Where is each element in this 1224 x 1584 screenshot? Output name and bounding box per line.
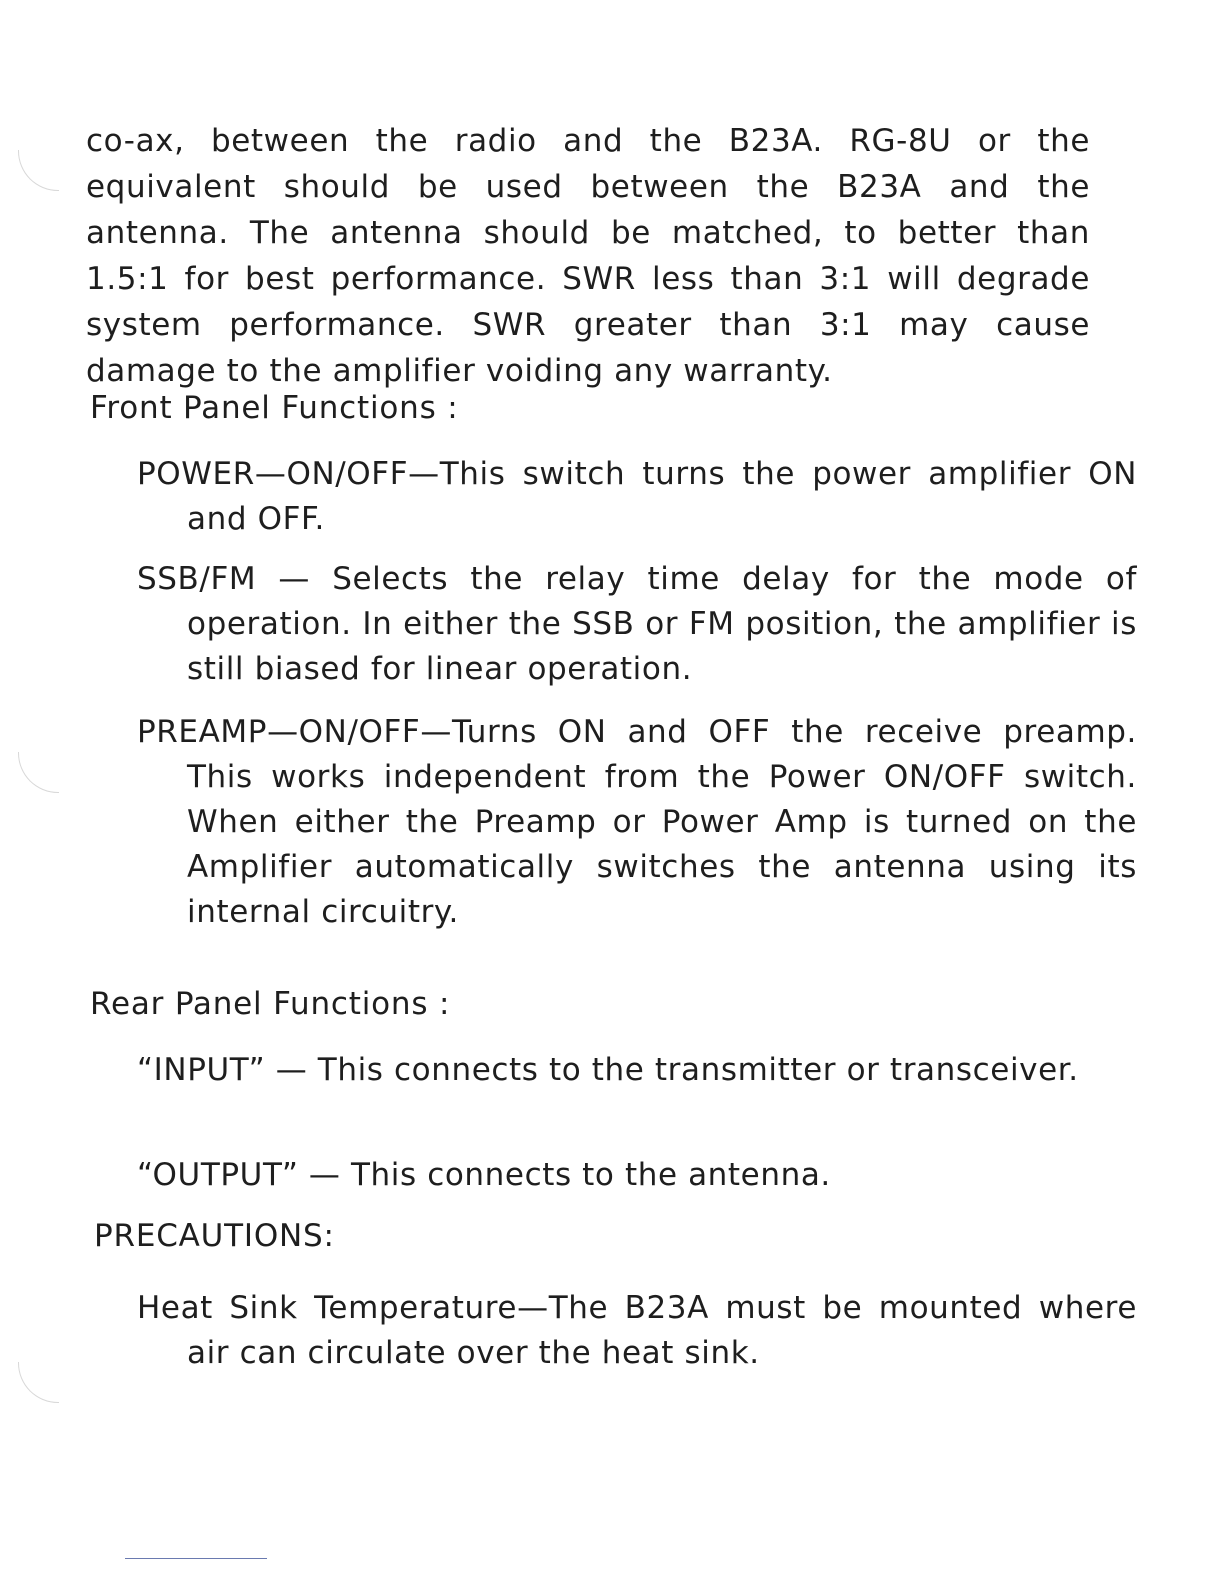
bottom-rule: [125, 1558, 267, 1559]
rear-panel-item-output: “OUTPUT” — This connects to the antenna.: [137, 1157, 831, 1193]
front-panel-heading: Front Panel Functions :: [90, 390, 459, 426]
intro-paragraph: co-ax, between the radio and the B23A. RG-8U or the equivalent should be used between the B23A and the antenna. The antenna should be matched, to better than 1.5:1 for best performance. SWR less than 3:1 will degrade system performance. SWR greater than 3:1 may cause damage to the amplifier voiding any warranty.: [86, 123, 1090, 389]
precautions-item-heat-sink: Heat Sink Temperature—The B23A must be mounted where air can circulate over the heat sink.: [137, 1290, 1137, 1371]
front-panel-item-power: POWER—ON/OFF—This switch turns the power amplifier ON and OFF.: [137, 456, 1137, 537]
punch-hole-mark: [18, 1362, 59, 1403]
rear-panel-item-input: “INPUT” — This connects to the transmitter or transceiver.: [137, 1052, 1079, 1088]
rear-panel-heading: Rear Panel Functions :: [90, 986, 451, 1022]
precautions-heading: PRECAUTIONS:: [94, 1218, 335, 1254]
front-panel-item-preamp: PREAMP—ON/OFF—Turns ON and OFF the receive preamp. This works independent from the Power ON/OFF switch. When either the Preamp or Power Amp is turned on the Amplifier automatically switches the antenna using its internal circuitry.: [137, 714, 1137, 930]
punch-hole-mark: [18, 150, 59, 191]
punch-hole-mark: [18, 752, 59, 793]
front-panel-item-ssb-fm: SSB/FM — Selects the relay time delay for the mode of operation. In either the SSB or FM position, the amplifier is still biased for linear operation.: [137, 561, 1137, 687]
